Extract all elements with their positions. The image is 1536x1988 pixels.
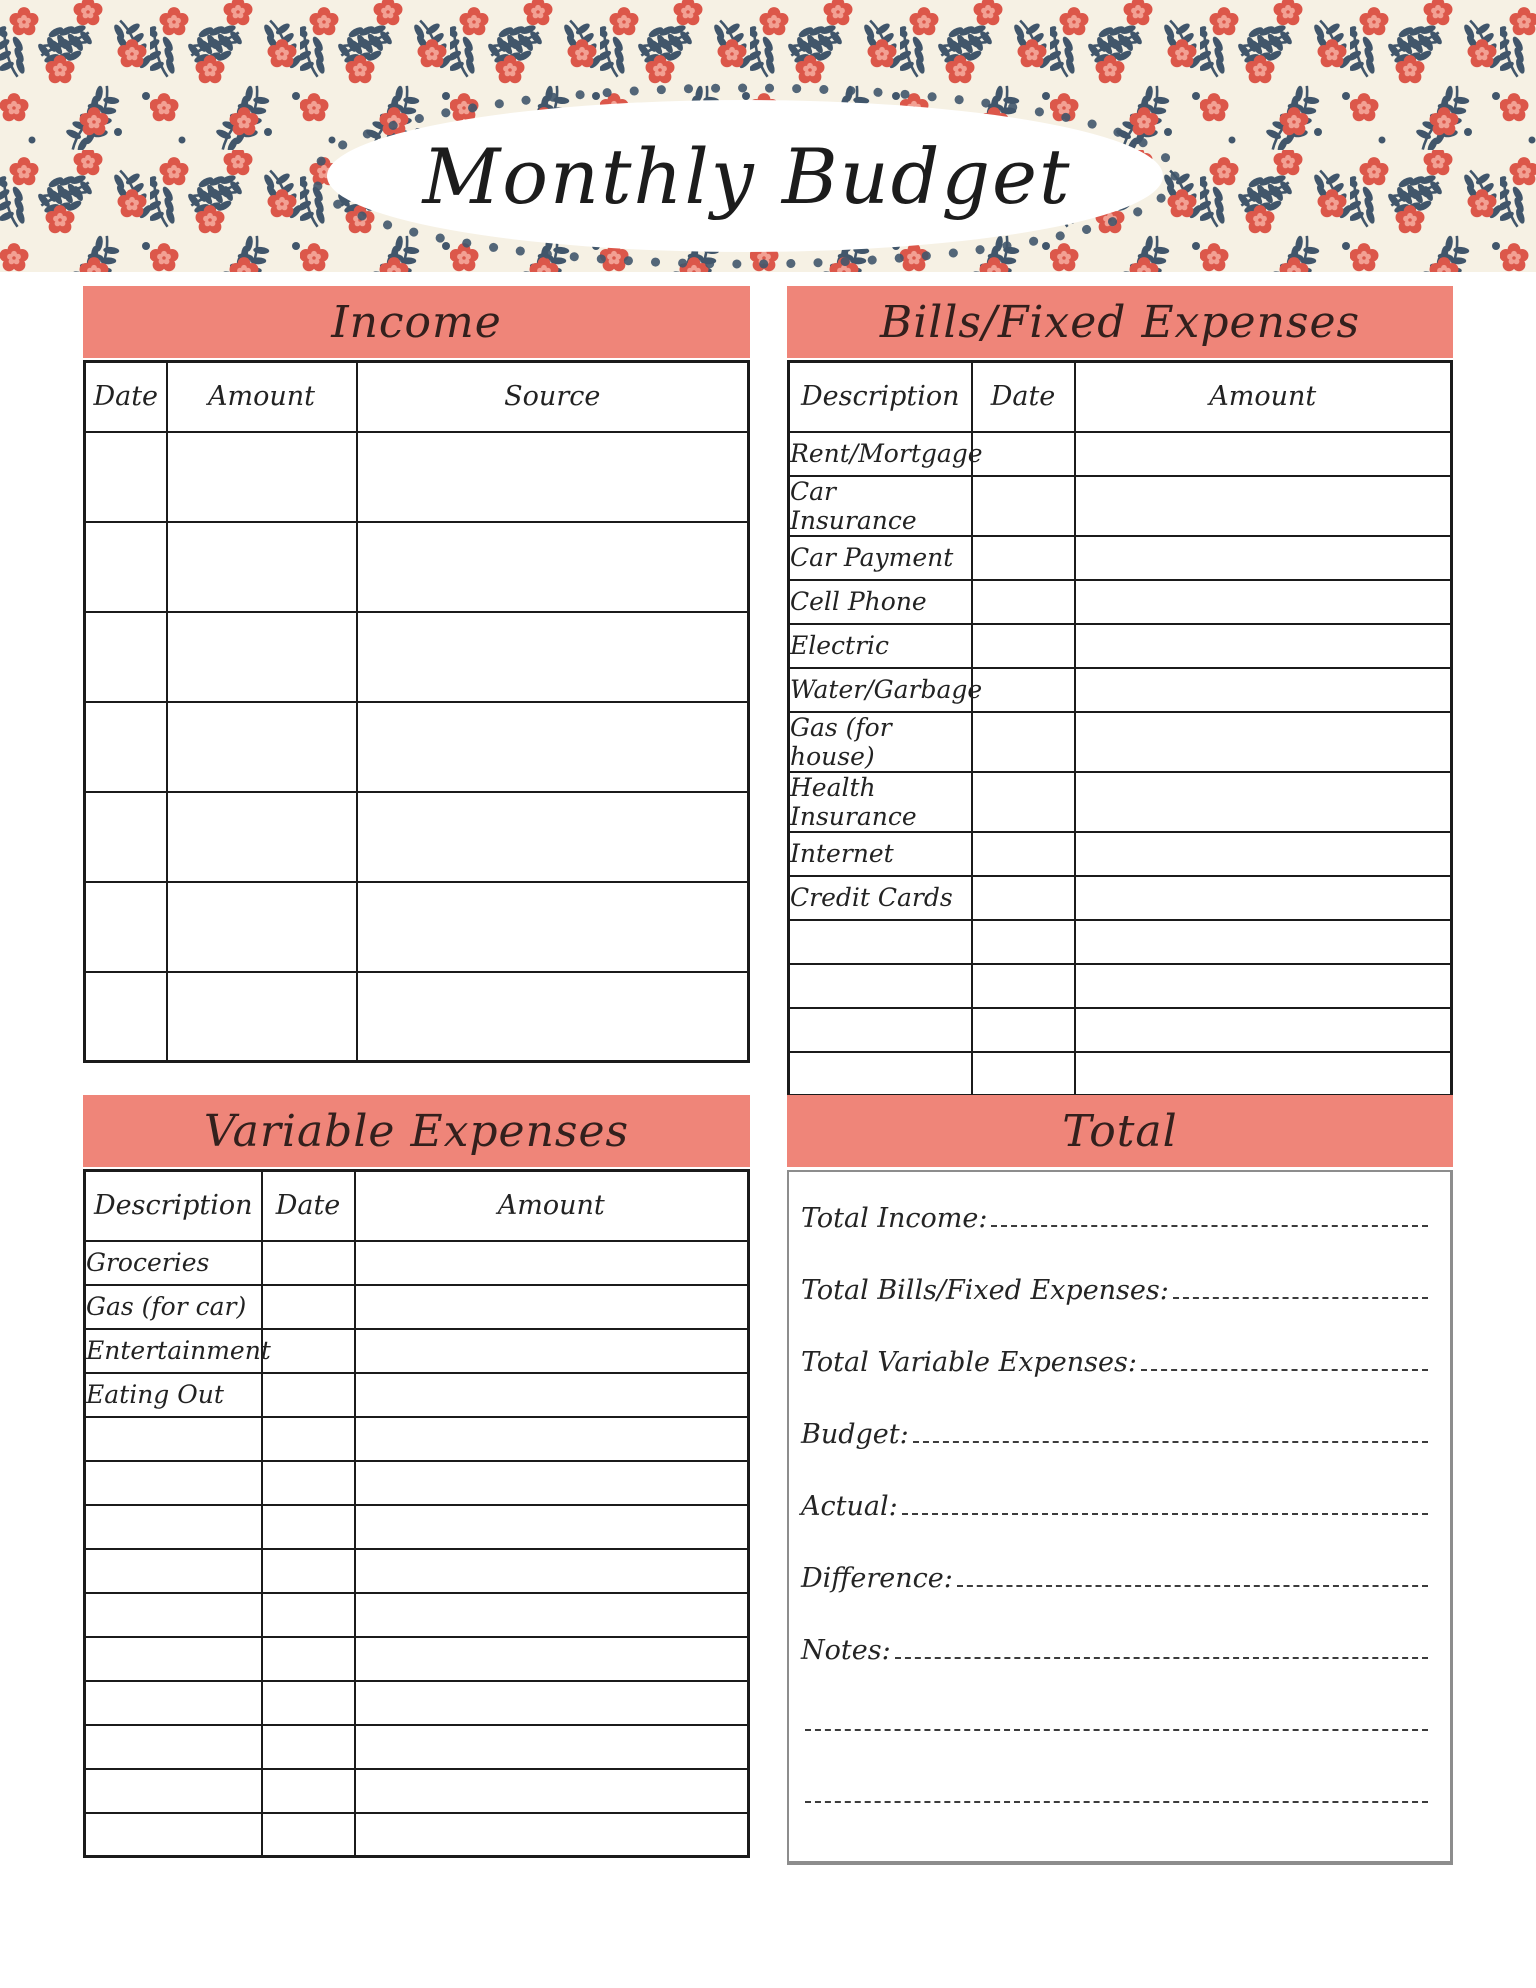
table-row bbox=[789, 964, 1452, 1008]
blank-cell bbox=[85, 1769, 262, 1813]
blank-cell bbox=[357, 702, 749, 792]
variable-header-row bbox=[85, 1171, 749, 1241]
blank-cell bbox=[262, 1637, 355, 1681]
blank-cell bbox=[1075, 964, 1452, 1008]
banner bbox=[0, 0, 1536, 272]
blank-cell bbox=[262, 1769, 355, 1813]
blank-cell bbox=[972, 712, 1075, 772]
blank-cell bbox=[1075, 1008, 1452, 1052]
blank-cell bbox=[789, 920, 972, 964]
blank-cell bbox=[262, 1241, 355, 1285]
table-row bbox=[789, 668, 1452, 712]
variable-expenses-section bbox=[83, 1095, 750, 1858]
blank-cell bbox=[85, 1549, 262, 1593]
blank-cell bbox=[85, 882, 167, 972]
table-row bbox=[85, 882, 749, 972]
table-row bbox=[85, 1549, 749, 1593]
blank-cell bbox=[262, 1549, 355, 1593]
blank-cell bbox=[85, 612, 167, 702]
bills-table bbox=[787, 360, 1453, 1097]
blank-cell bbox=[1075, 476, 1452, 536]
income-header-row bbox=[85, 362, 749, 432]
blank-cell bbox=[85, 522, 167, 612]
blank-cell bbox=[972, 832, 1075, 876]
blank-cell bbox=[85, 1461, 262, 1505]
total-box bbox=[787, 1170, 1453, 1865]
blank-cell bbox=[85, 432, 167, 522]
table-row bbox=[789, 1008, 1452, 1052]
column-header-description: Description bbox=[789, 362, 972, 432]
row-label-cell: Cell Phone bbox=[789, 580, 972, 624]
table-row bbox=[85, 1725, 749, 1769]
table-row bbox=[789, 772, 1452, 832]
blank-cell bbox=[972, 964, 1075, 1008]
table-row bbox=[85, 1637, 749, 1681]
blank-cell bbox=[1075, 876, 1452, 920]
blank-cell bbox=[355, 1373, 749, 1417]
table-row bbox=[85, 1417, 749, 1461]
table-row bbox=[789, 432, 1452, 476]
blank-cell bbox=[972, 920, 1075, 964]
total-line bbox=[801, 1450, 1430, 1522]
blank-cell bbox=[167, 702, 357, 792]
blank-cell bbox=[167, 612, 357, 702]
total-line-label: Total Variable Expenses: bbox=[801, 1347, 1137, 1379]
blank-cell bbox=[167, 792, 357, 882]
blank-cell bbox=[85, 1593, 262, 1637]
blank-cell bbox=[357, 792, 749, 882]
page-title: Monthly Budget bbox=[422, 131, 1072, 221]
bills-header-row bbox=[789, 362, 1452, 432]
blank-cell bbox=[355, 1725, 749, 1769]
blank-cell bbox=[972, 432, 1075, 476]
table-row bbox=[789, 536, 1452, 580]
blank-cell bbox=[262, 1417, 355, 1461]
row-label-cell: Eating Out bbox=[85, 1373, 262, 1417]
total-line bbox=[801, 1306, 1430, 1378]
table-row bbox=[85, 1505, 749, 1549]
blank-cell bbox=[1075, 1052, 1452, 1096]
blank-cell bbox=[262, 1373, 355, 1417]
row-label-cell: Rent/Mortgage bbox=[789, 432, 972, 476]
table-row bbox=[85, 1285, 749, 1329]
write-in-line bbox=[913, 1441, 1428, 1443]
blank-cell bbox=[262, 1681, 355, 1725]
table-row bbox=[85, 792, 749, 882]
blank-cell bbox=[262, 1285, 355, 1329]
blank-cell bbox=[972, 580, 1075, 624]
blank-cell bbox=[1075, 920, 1452, 964]
blank-cell bbox=[1075, 580, 1452, 624]
row-label-cell: Entertainment bbox=[85, 1329, 262, 1373]
table-row bbox=[789, 580, 1452, 624]
row-label-cell: Car Payment bbox=[789, 536, 972, 580]
blank-cell bbox=[85, 1681, 262, 1725]
blank-cell bbox=[972, 624, 1075, 668]
blank-cell bbox=[355, 1593, 749, 1637]
blank-cell bbox=[355, 1417, 749, 1461]
write-in-line bbox=[895, 1657, 1428, 1659]
blank-cell bbox=[972, 536, 1075, 580]
variable-expenses-table bbox=[83, 1169, 750, 1858]
blank-cell bbox=[85, 1813, 262, 1857]
table-row bbox=[85, 1373, 749, 1417]
blank-cell bbox=[1075, 624, 1452, 668]
total-header: Total bbox=[787, 1095, 1453, 1167]
blank-cell bbox=[262, 1725, 355, 1769]
total-blank-line bbox=[801, 1666, 1430, 1738]
table-row bbox=[789, 476, 1452, 536]
blank-cell bbox=[355, 1637, 749, 1681]
table-row bbox=[85, 522, 749, 612]
total-line-label: Budget: bbox=[801, 1419, 909, 1451]
blank-cell bbox=[355, 1241, 749, 1285]
blank-cell bbox=[789, 964, 972, 1008]
write-in-line bbox=[902, 1513, 1428, 1515]
blank-cell bbox=[972, 476, 1075, 536]
blank-cell bbox=[1075, 772, 1452, 832]
blank-cell bbox=[789, 1052, 972, 1096]
total-section bbox=[787, 1095, 1453, 1865]
blank-cell bbox=[85, 1637, 262, 1681]
income-section bbox=[83, 286, 750, 1063]
blank-cell bbox=[357, 432, 749, 522]
blank-cell bbox=[972, 1052, 1075, 1096]
blank-cell bbox=[167, 522, 357, 612]
blank-cell bbox=[85, 972, 167, 1062]
table-row bbox=[789, 832, 1452, 876]
column-header-source: Source bbox=[357, 362, 749, 432]
write-in-line bbox=[805, 1801, 1428, 1803]
blank-cell bbox=[972, 772, 1075, 832]
blank-cell bbox=[85, 1725, 262, 1769]
blank-cell bbox=[262, 1593, 355, 1637]
write-in-line bbox=[957, 1585, 1428, 1587]
column-header-amount: Amount bbox=[167, 362, 357, 432]
blank-cell bbox=[1075, 712, 1452, 772]
total-line bbox=[801, 1522, 1430, 1594]
total-line-label: Actual: bbox=[801, 1491, 898, 1523]
blank-cell bbox=[262, 1461, 355, 1505]
blank-cell bbox=[972, 668, 1075, 712]
row-label-cell: Gas (for house) bbox=[789, 712, 972, 772]
blank-cell bbox=[262, 1329, 355, 1373]
table-row bbox=[85, 1593, 749, 1637]
blank-cell bbox=[85, 1505, 262, 1549]
bills-section bbox=[787, 286, 1453, 1097]
table-row bbox=[789, 876, 1452, 920]
blank-cell bbox=[355, 1549, 749, 1593]
write-in-line bbox=[1141, 1369, 1428, 1371]
blank-cell bbox=[85, 1417, 262, 1461]
blank-cell bbox=[357, 612, 749, 702]
table-row bbox=[85, 1681, 749, 1725]
blank-cell bbox=[85, 792, 167, 882]
column-header-date: Date bbox=[972, 362, 1075, 432]
blank-cell bbox=[357, 522, 749, 612]
row-label-cell: Credit Cards bbox=[789, 876, 972, 920]
table-row bbox=[85, 1241, 749, 1285]
blank-cell bbox=[85, 702, 167, 792]
blank-cell bbox=[355, 1285, 749, 1329]
total-line bbox=[801, 1172, 1430, 1234]
bills-header: Bills/Fixed Expenses bbox=[787, 286, 1453, 358]
income-header: Income bbox=[83, 286, 750, 358]
total-line bbox=[801, 1234, 1430, 1306]
blank-cell bbox=[262, 1813, 355, 1857]
blank-cell bbox=[972, 876, 1075, 920]
table-row bbox=[85, 612, 749, 702]
blank-cell bbox=[357, 972, 749, 1062]
blank-cell bbox=[789, 1008, 972, 1052]
income-table bbox=[83, 360, 750, 1063]
blank-cell bbox=[1075, 536, 1452, 580]
table-row bbox=[789, 920, 1452, 964]
table-row bbox=[85, 702, 749, 792]
column-header-date: Date bbox=[262, 1171, 355, 1241]
table-row bbox=[85, 1813, 749, 1857]
row-label-cell: Water/Garbage bbox=[789, 668, 972, 712]
blank-cell bbox=[1075, 832, 1452, 876]
blank-cell bbox=[355, 1813, 749, 1857]
table-row bbox=[85, 1769, 749, 1813]
total-blank-line bbox=[801, 1738, 1430, 1810]
table-row bbox=[789, 624, 1452, 668]
blank-cell bbox=[357, 882, 749, 972]
column-header-amount: Amount bbox=[355, 1171, 749, 1241]
variable-expenses-header: Variable Expenses bbox=[83, 1095, 750, 1167]
column-header-description: Description bbox=[85, 1171, 262, 1241]
write-in-line bbox=[1173, 1297, 1428, 1299]
blank-cell bbox=[1075, 668, 1452, 712]
blank-cell bbox=[355, 1769, 749, 1813]
table-row bbox=[85, 432, 749, 522]
row-label-cell: Internet bbox=[789, 832, 972, 876]
total-line-label: Difference: bbox=[801, 1563, 953, 1595]
table-row bbox=[85, 1461, 749, 1505]
total-line bbox=[801, 1594, 1430, 1666]
row-label-cell: Car Insurance bbox=[789, 476, 972, 536]
total-line-label: Notes: bbox=[801, 1635, 891, 1667]
total-line-label: Total Bills/Fixed Expenses: bbox=[801, 1275, 1169, 1307]
table-row bbox=[85, 1329, 749, 1373]
blank-cell bbox=[1075, 432, 1452, 476]
total-line bbox=[801, 1378, 1430, 1450]
row-label-cell: Gas (for car) bbox=[85, 1285, 262, 1329]
blank-cell bbox=[355, 1461, 749, 1505]
row-label-cell: Electric bbox=[789, 624, 972, 668]
row-label-cell: Groceries bbox=[85, 1241, 262, 1285]
blank-cell bbox=[355, 1681, 749, 1725]
write-in-line bbox=[805, 1729, 1428, 1731]
table-row bbox=[789, 712, 1452, 772]
blank-cell bbox=[355, 1329, 749, 1373]
blank-cell bbox=[167, 432, 357, 522]
table-row bbox=[85, 972, 749, 1062]
column-header-amount: Amount bbox=[1075, 362, 1452, 432]
write-in-line bbox=[991, 1225, 1428, 1227]
blank-cell bbox=[262, 1505, 355, 1549]
total-line-label: Total Income: bbox=[801, 1203, 988, 1235]
blank-cell bbox=[355, 1505, 749, 1549]
blank-cell bbox=[972, 1008, 1075, 1052]
blank-cell bbox=[167, 882, 357, 972]
column-header-date: Date bbox=[85, 362, 167, 432]
table-row bbox=[789, 1052, 1452, 1096]
row-label-cell: Health Insurance bbox=[789, 772, 972, 832]
blank-cell bbox=[167, 972, 357, 1062]
